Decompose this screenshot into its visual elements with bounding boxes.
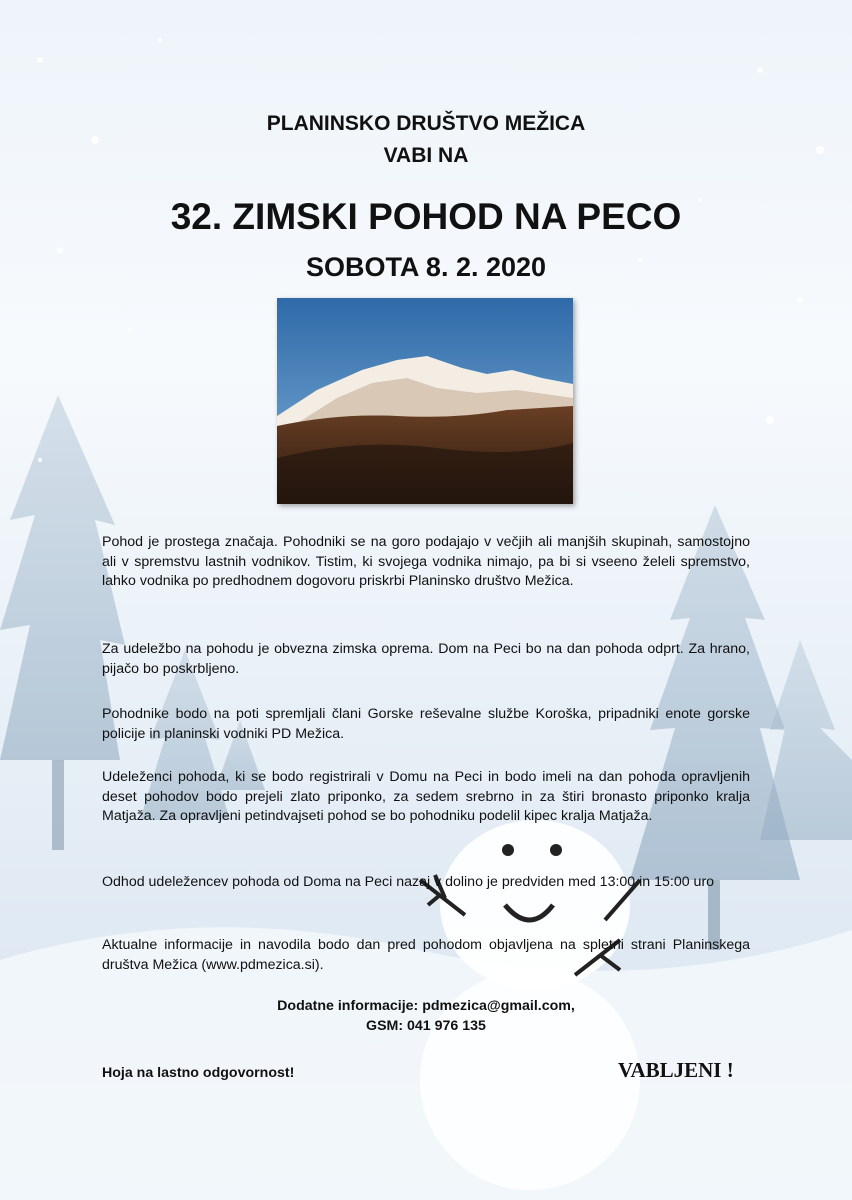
event-date: SOBOTA 8. 2. 2020: [305, 252, 547, 282]
body-paragraph: Aktualne informacije in navodila bodo dan pred pohodom objavljena na spletni strani Planinskega društva Mežica (www.pdmezica.si).: [102, 937, 750, 973]
invite-line: VABI NA: [383, 144, 469, 167]
body-paragraph: Za udeležbo na pohodu je obvezna zimska oprema. Dom na Peci bo na dan pohoda odprt. Za hrano, pijačo bo poskrbljeno.: [102, 641, 750, 677]
body-paragraph: Odhod udeležencev pohoda od Doma na Peci nazaj v dolino je predviden med 13:00 in 15:00 uro: [102, 874, 715, 890]
disclaimer: Hoja na lastno odgovornost!: [102, 1065, 295, 1081]
welcome-text: VABLJENI !: [618, 1058, 734, 1082]
body-paragraph: Pohodnike bodo na poti spremljali člani Gorske reševalne službe Koroška, pripadniki enote gorske policije in planinski vodniki PD Mežica.: [102, 706, 750, 742]
body-paragraph: Udeleženci pohoda, ki se bodo registrirali v Domu na Peci in bodo imeli na dan pohoda opravljenih deset pohodov bodo prejeli zlato priponko, za sedem srebrno in za štiri bronasto priponko kralja Matjaža. Za opravljeni petindvajseti pohod se bo pohodniku podelil kipec kralja Matjaža.: [102, 769, 750, 825]
event-title: 32. ZIMSKI POHOD NA PECO: [170, 196, 682, 237]
contact-info: [0, 996, 852, 1036]
contact-phone-line: GSM: 041 976 135: [366, 1018, 486, 1034]
organization-name: PLANINSKO DRUŠTVO MEŽICA: [266, 112, 586, 135]
body-paragraph: Pohod je prostega značaja. Pohodniki se na goro podajajo v večjih ali manjših skupinah, samostojno ali v spremstvu lastnih vodnikov. Tistim, ki svojega vodnika nimajo, pa bi si vseeno želeli spremstvo, lahko vodnika po predhodnem dogovoru priskrbi Planinsko društvo Mežica.: [102, 534, 750, 590]
organization-header: [0, 108, 852, 172]
contact-email-line: Dodatne informacije: pdmezica@gmail.com,: [277, 998, 575, 1014]
snowy-mountain-photo: [277, 298, 573, 504]
